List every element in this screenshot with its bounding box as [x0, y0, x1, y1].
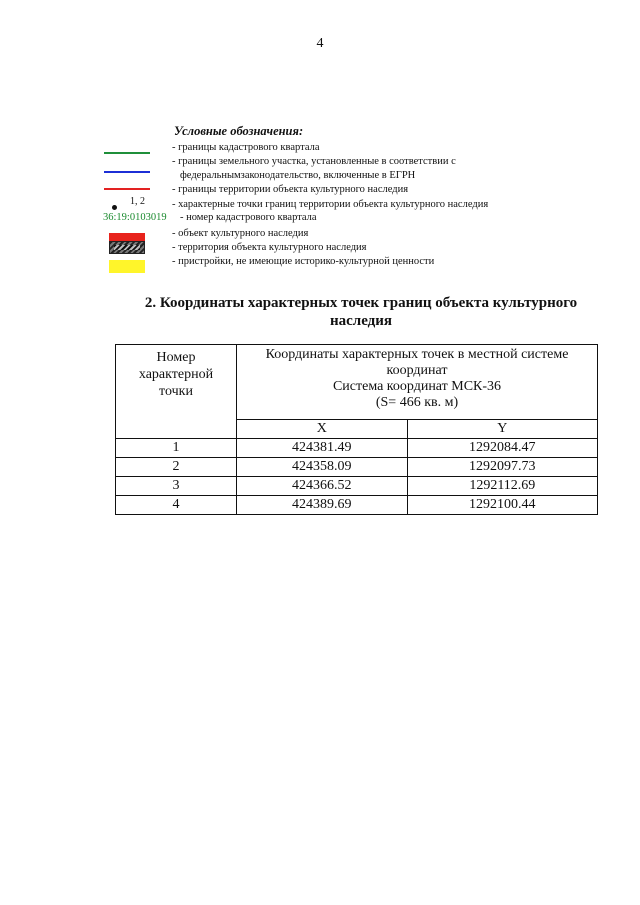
cell-y: 1292100.44 — [407, 496, 597, 515]
cell-x: 424389.69 — [237, 496, 408, 515]
hatch-fill-symbol — [109, 241, 145, 254]
cell-point-number: 2 — [116, 458, 237, 477]
header-y: Y — [407, 420, 597, 439]
legend-text: - границы земельного участка, установленные в соответствии с — [172, 156, 456, 167]
legend-title: Условные обозначения: — [174, 124, 304, 138]
yellow-fill-symbol — [109, 260, 145, 273]
legend-text: - пристройки, не имеющие историко-культурной ценности — [172, 256, 435, 267]
legend-text: - границы территории объекта культурного наследия — [172, 184, 409, 195]
legend-text: федеральнымзаконодательство, включенные в ЕГРН — [180, 170, 416, 181]
table-row — [116, 458, 598, 477]
cell-x: 424366.52 — [237, 477, 408, 496]
legend-text: - территория объекта культурного наследия — [172, 242, 367, 253]
header-coordinates: Координаты характерных точек в местной системе координат Система координат МСК-36 (S= 466 кв. м) — [237, 345, 598, 420]
legend-item-heritage-territory — [0, 241, 640, 255]
header-x: X — [237, 420, 408, 439]
cell-y: 1292084.47 — [407, 439, 597, 458]
legend-item-land-plot — [0, 155, 640, 169]
point-dot-symbol — [112, 205, 117, 210]
legend-item-land-plot-cont — [0, 169, 640, 183]
legend-item-cadastral-quarter — [0, 141, 640, 155]
legend-item-characteristic-points — [0, 198, 640, 212]
cadastral-number-symbol: 36:19:0103019 — [103, 212, 167, 223]
legend-text: - объект культурного наследия — [172, 228, 309, 239]
legend-item-cadastral-number — [0, 212, 640, 226]
legend-item-heritage-object — [0, 227, 640, 241]
header-point-number: Номер характерной точки — [116, 345, 237, 439]
legend-item-heritage-boundary — [0, 183, 640, 197]
cell-x: 424381.49 — [237, 439, 408, 458]
green-line-symbol — [104, 152, 150, 154]
coordinates-table — [115, 344, 598, 515]
cell-point-number: 1 — [116, 439, 237, 458]
red-line-symbol — [104, 188, 150, 190]
cell-y: 1292097.73 — [407, 458, 597, 477]
cell-y: 1292112.69 — [407, 477, 597, 496]
legend-text: - границы кадастрового квартала — [172, 142, 320, 153]
section-title-line1: 2. Координаты характерных точек границ объекта культурного — [144, 295, 578, 311]
blue-line-symbol — [104, 171, 150, 173]
table-header-row — [116, 345, 598, 420]
cell-x: 424358.09 — [237, 458, 408, 477]
table-row — [116, 496, 598, 515]
legend-text: - номер кадастрового квартала — [180, 212, 317, 223]
section-title-line2: наследия — [329, 313, 393, 329]
point-numbers-symbol: 1, 2 — [130, 196, 145, 207]
legend-text: - характерные точки границ территории объекта культурного наследия — [172, 199, 489, 210]
page-number: 4 — [316, 36, 324, 51]
table-row — [116, 477, 598, 496]
legend-item-annexes — [0, 255, 640, 269]
table-row — [116, 439, 598, 458]
cell-point-number: 3 — [116, 477, 237, 496]
section-title — [130, 294, 592, 330]
cell-point-number: 4 — [116, 496, 237, 515]
